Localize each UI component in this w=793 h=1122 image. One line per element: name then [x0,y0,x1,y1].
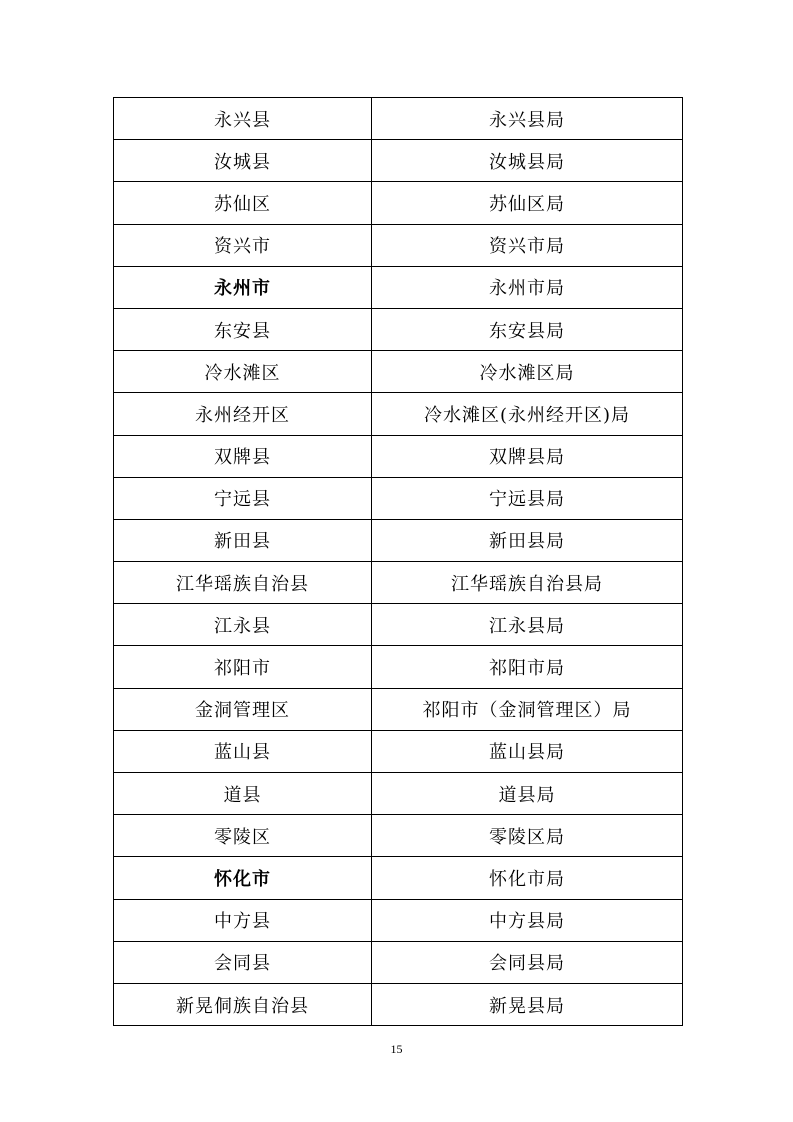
region-cell: 中方县 [114,899,372,941]
table-row [114,983,683,1025]
bureau-cell: 零陵区局 [372,815,683,857]
table-row [114,688,683,730]
region-cell: 新晃侗族自治县 [114,983,372,1025]
table-row [114,562,683,604]
bureau-cell: 祁阳市局 [372,646,683,688]
bureau-cell: 中方县局 [372,899,683,941]
table-row [114,519,683,561]
bureau-cell: 双牌县局 [372,435,683,477]
region-cell: 祁阳市 [114,646,372,688]
bureau-cell: 江华瑶族自治县局 [372,562,683,604]
bureau-cell: 冷水滩区局 [372,351,683,393]
table-row [114,730,683,772]
table-row [114,266,683,308]
region-cell: 永州经开区 [114,393,372,435]
region-cell: 汝城县 [114,140,372,182]
region-cell: 金洞管理区 [114,688,372,730]
region-cell: 永兴县 [114,98,372,140]
bureau-cell: 蓝山县局 [372,730,683,772]
bureau-cell: 新田县局 [372,519,683,561]
region-cell: 资兴市 [114,224,372,266]
region-cell: 江永县 [114,604,372,646]
table-row [114,435,683,477]
table-row [114,773,683,815]
bureau-cell: 新晃县局 [372,983,683,1025]
bureau-cell: 道县局 [372,773,683,815]
table-row [114,140,683,182]
table-row [114,899,683,941]
bureau-cell: 祁阳市（金洞管理区）局 [372,688,683,730]
bureau-cell: 东安县局 [372,308,683,350]
table-row [114,815,683,857]
region-cell: 新田县 [114,519,372,561]
bureau-cell: 会同县局 [372,941,683,983]
region-cell: 道县 [114,773,372,815]
table-row [114,857,683,899]
table-row [114,308,683,350]
table-row [114,351,683,393]
region-cell: 东安县 [114,308,372,350]
page-number: 15 [390,1042,403,1056]
bureau-cell: 汝城县局 [372,140,683,182]
region-cell: 苏仙区 [114,182,372,224]
region-cell: 零陵区 [114,815,372,857]
bureau-cell: 江永县局 [372,604,683,646]
bureau-cell: 苏仙区局 [372,182,683,224]
region-cell: 蓝山县 [114,730,372,772]
bureau-cell: 宁远县局 [372,477,683,519]
table-row [114,941,683,983]
bureau-cell: 冷水滩区(永州经开区)局 [372,393,683,435]
table-row [114,224,683,266]
table-row [114,604,683,646]
region-cell: 冷水滩区 [114,351,372,393]
bureau-cell: 怀化市局 [372,857,683,899]
region-cell: 江华瑶族自治县 [114,562,372,604]
table-row [114,477,683,519]
table-row [114,98,683,140]
region-cell: 怀化市 [114,857,372,899]
table-row [114,182,683,224]
table-body [114,98,683,1026]
table-row [114,393,683,435]
region-cell: 双牌县 [114,435,372,477]
region-cell: 宁远县 [114,477,372,519]
table-row [114,646,683,688]
region-cell: 永州市 [114,266,372,308]
region-bureau-table [113,97,683,1026]
region-cell: 会同县 [114,941,372,983]
bureau-cell: 永兴县局 [372,98,683,140]
bureau-cell: 永州市局 [372,266,683,308]
bureau-cell: 资兴市局 [372,224,683,266]
